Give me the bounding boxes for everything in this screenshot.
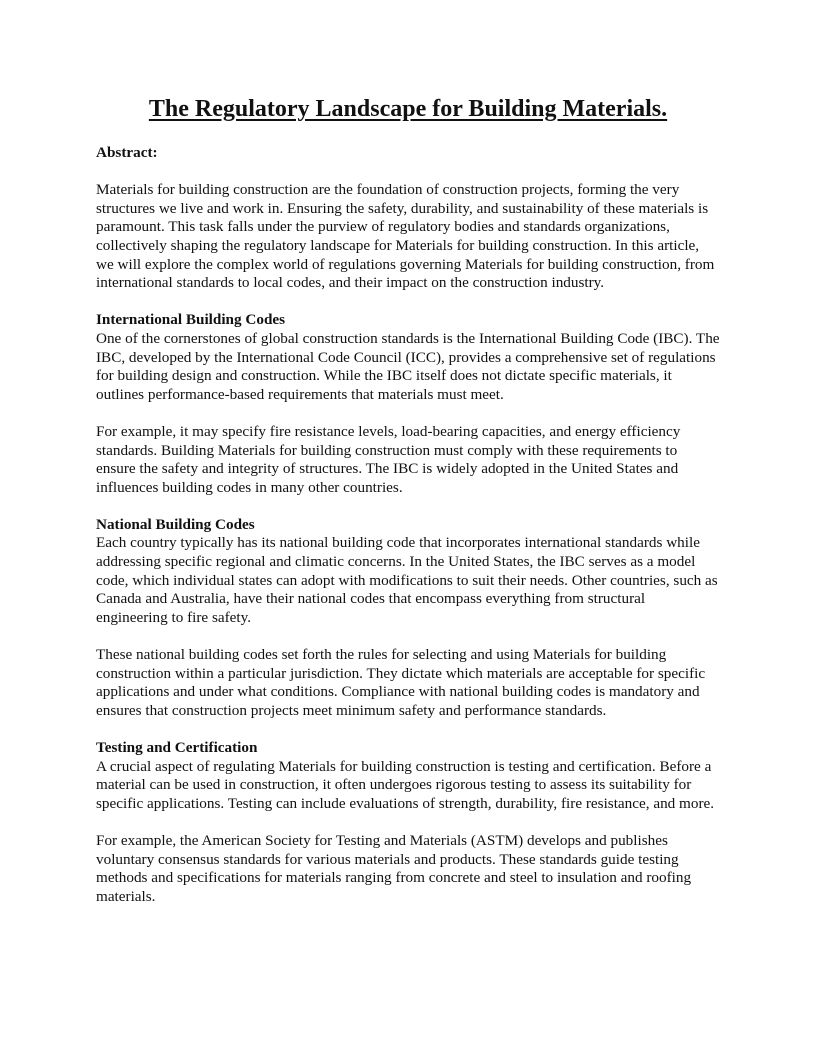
abstract-paragraph: Materials for building construction are the foundation of construction projects, forming the very structures we live and work in. Ensuring the safety, durability, and sustainability of these materials is paramount. This task falls under the purview of regulatory bodies and standards organizations, collectively shaping the regulatory landscape for Materials for building construction. In this article, we will explore the complex world of regulations governing Materials for building construction, from international standards to local codes, and their impact on the construction industry. — [96, 181, 715, 292]
section-paragraph: One of the cornerstones of global construction standards is the International Building Code (IBC). The IBC, developed by the International Code Council (ICC), provides a comprehensive set of regulations for building design and construction. While the IBC itself does not dictate specific materials, it outlines performance-based requirements that materials must meet. — [96, 329, 720, 403]
section-heading: International Building Codes — [96, 311, 286, 329]
section-testing-and-certification — [96, 739, 720, 906]
section-paragraph: For example, the American Society for Testing and Materials (ASTM) develops and publishes voluntary consensus standards for various materials and products. These standards guide testing methods and specifications for materials ranging from concrete and steel to insulation and roofing materials. — [96, 831, 692, 905]
section-heading: Testing and Certification — [96, 739, 258, 756]
abstract-label: Abstract: — [96, 144, 158, 161]
section-international-building-codes — [96, 311, 720, 516]
document-title: The Regulatory Landscape for Building Materials. — [148, 96, 668, 122]
section-paragraph: Each country typically has its national building code that incorporates international standards while addressing specific regional and climatic concerns. In the United States, the IBC serves as a model code, which individual states can adopt with modifications to suit their needs. Other countries, such as Canada and Australia, have their national codes that encompass everything from structural engineering to fire safety. — [96, 534, 718, 626]
section-paragraph: For example, it may specify fire resistance levels, load-bearing capacities, and energy efficiency standards. Building Materials for building construction must comply with these requirements to ensure the safety and integrity of structures. The IBC is widely adopted in the United States and influences building codes in many other countries. — [96, 422, 681, 496]
section-national-building-codes — [96, 516, 720, 739]
section-paragraph: These national building codes set forth the rules for selecting and using Materials for building construction within a particular jurisdiction. They dictate which materials are acceptable for specific applications and under what conditions. Compliance with national building codes is mandatory and ensures that construction projects meet minimum safety and performance standards. — [96, 646, 706, 719]
document-body — [96, 144, 720, 906]
section-heading: National Building Codes — [96, 515, 255, 533]
section-paragraph: A crucial aspect of regulating Materials for building construction is testing and certification. Before a material can be used in construction, it often undergoes rigorous testing to assess its suitability for specific applications. Testing can include evaluations of strength, durability, fire resistance, and more. — [96, 757, 715, 812]
